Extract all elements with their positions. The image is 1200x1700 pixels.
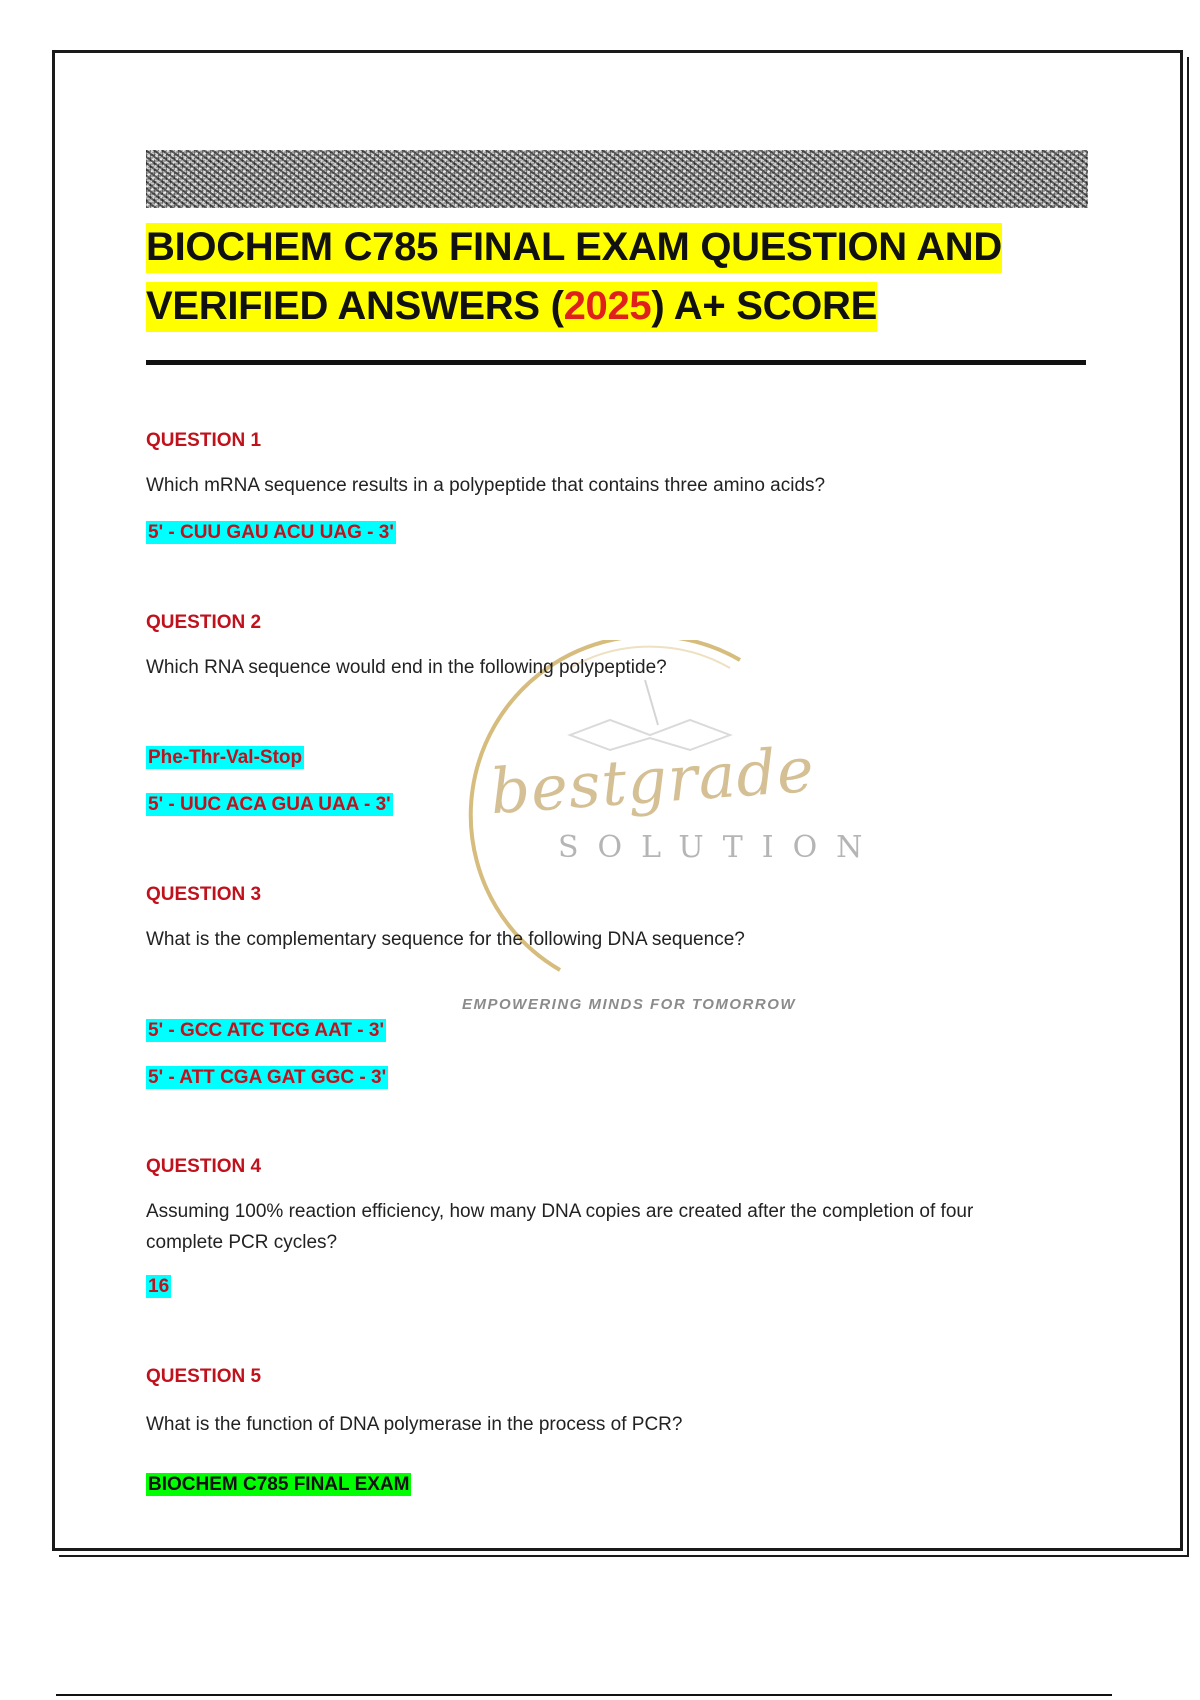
answer-text: 16 <box>148 1276 170 1297</box>
question-2-polypeptide <box>146 745 304 771</box>
watermark-script-text: bestgrade <box>487 732 817 829</box>
answer-text: 5' - CUU GAU ACU UAG - 3' <box>148 522 394 543</box>
answer-text: 5' - UUC ACA GUA UAA - 3' <box>148 794 391 815</box>
title-line-2-end: ) A+ SCORE <box>651 284 877 328</box>
question-4-label: QUESTION 4 <box>146 1156 262 1177</box>
document-title <box>146 218 1106 336</box>
question-3-label: QUESTION 3 <box>146 884 262 905</box>
answer-text: 5' - ATT CGA GAT GGC - 3' <box>148 1067 387 1088</box>
answer-text: Phe-Thr-Val-Stop <box>148 747 303 768</box>
question-2-text: Which RNA sequence would end in the following polypeptide? <box>146 657 667 678</box>
answer-text: BIOCHEM C785 FINAL EXAM <box>148 1474 410 1495</box>
question-3-given-sequence <box>146 1018 386 1044</box>
question-5-answer <box>146 1472 411 1498</box>
question-4-text: Assuming 100% reaction efficiency, how many DNA copies are created after the completion of four complete PCR cycles? <box>146 1201 974 1253</box>
question-3-text: What is the complementary sequence for the following DNA sequence? <box>146 929 745 950</box>
question-3-answer <box>146 1065 388 1091</box>
footer-divider <box>56 1694 1112 1696</box>
answer-text: 5' - GCC ATC TCG AAT - 3' <box>148 1020 384 1041</box>
question-1-answer <box>146 520 396 546</box>
watermark-subtitle: SOLUTION <box>558 830 882 865</box>
question-4-answer <box>146 1274 171 1300</box>
redacted-header-banner <box>146 150 1088 208</box>
question-2-label: QUESTION 2 <box>146 612 262 633</box>
question-1-label: QUESTION 1 <box>146 430 262 451</box>
question-2-answer <box>146 792 393 818</box>
question-5-label: QUESTION 5 <box>146 1366 262 1387</box>
title-divider <box>146 360 1086 365</box>
title-year: 2025 <box>563 284 652 328</box>
question-1-text: Which mRNA sequence results in a polypeptide that contains three amino acids? <box>146 475 826 496</box>
watermark-tagline: EMPOWERING MINDS FOR TOMORROW <box>462 996 797 1013</box>
title-line-2-start: VERIFIED ANSWERS ( <box>146 284 564 328</box>
question-5-text: What is the function of DNA polymerase in the process of PCR? <box>146 1414 683 1435</box>
title-line-1: BIOCHEM C785 FINAL EXAM QUESTION AND <box>146 225 1002 269</box>
